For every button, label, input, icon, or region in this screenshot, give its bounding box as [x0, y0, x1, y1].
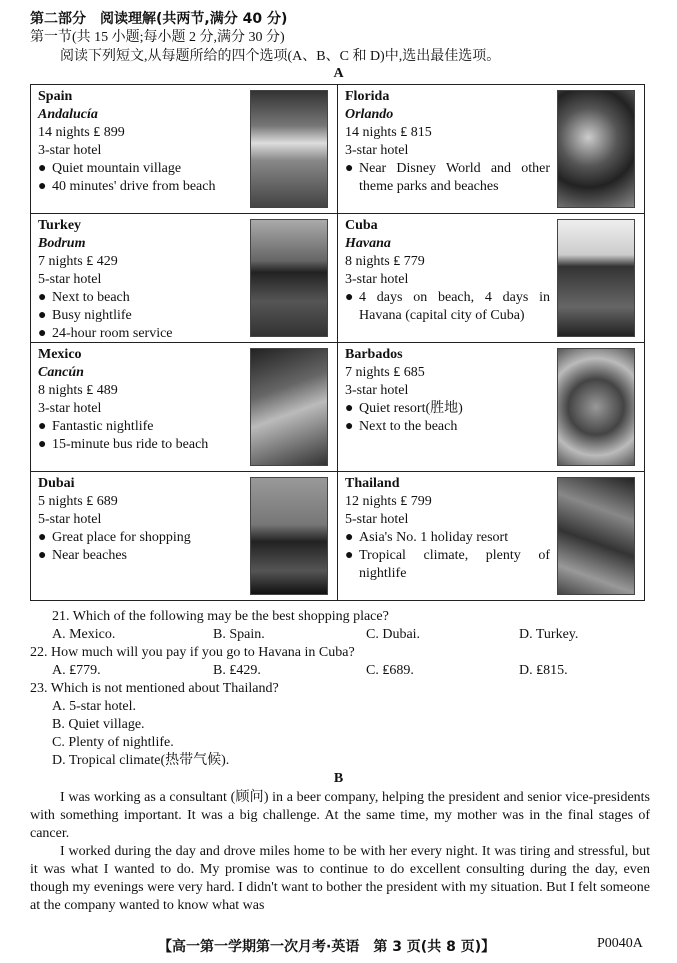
bullet-icon: ●	[38, 179, 47, 194]
question-21-option-b: B. Spain.	[213, 627, 265, 642]
question-22-option-a: A. ₤779.	[52, 663, 101, 678]
question-22-option-d: D. ₤815.	[519, 663, 568, 678]
destination-country: Thailand	[345, 476, 400, 491]
question-23-option-b: B. Quiet village.	[52, 717, 145, 732]
destination-feature: ● Busy nightlife	[38, 308, 132, 323]
destination-hotel: 5-star hotel	[38, 272, 102, 287]
bullet-icon: ●	[345, 290, 354, 305]
destination-feature: ● 4 days on beach, 4 days in Havana (capital city of Cuba)	[345, 290, 550, 323]
bullet-icon: ●	[38, 308, 47, 323]
passage-b-title: B	[333, 771, 344, 786]
subsection-heading: 第一节(共 15 小题;每小题 2 分,满分 30 分)	[30, 30, 285, 45]
destination-price: 12 nights ₤ 799	[345, 494, 432, 509]
destinations-row	[31, 214, 645, 343]
destinations-row	[31, 343, 645, 472]
destination-feature: ● Quiet resort(胜地)	[345, 401, 463, 416]
destination-country: Spain	[38, 89, 73, 104]
destination-city: Cancún	[38, 365, 84, 380]
destination-hotel: 3-star hotel	[38, 143, 102, 158]
photo-thailand	[557, 477, 635, 595]
destination-price: 8 nights ₤ 489	[38, 383, 118, 398]
photo-turkey	[250, 219, 328, 337]
passage-b-paragraph-1: I was working as a consultant (顾问) in a beer company, helping the president and senior vice-presidents with something important. It was a big challenge. At the same time, my mother was in the final stages of cancer.	[30, 790, 650, 841]
destination-city: Bodrum	[38, 236, 86, 251]
question-22-option-b: B. ₤429.	[213, 663, 261, 678]
bullet-icon: ●	[345, 548, 354, 563]
destination-country: Barbados	[345, 347, 403, 362]
destination-hotel: 3-star hotel	[345, 383, 409, 398]
destination-feature: ● Next to beach	[38, 290, 130, 305]
destination-cell-cuba	[338, 214, 645, 343]
destination-price: 8 nights ₤ 779	[345, 254, 425, 269]
destination-cell-spain	[31, 85, 338, 214]
destination-price: 14 nights ₤ 899	[38, 125, 125, 140]
photo-dubai	[250, 477, 328, 595]
photo-florida	[557, 90, 635, 208]
destination-feature: ● Great place for shopping	[38, 530, 191, 545]
question-23-option-c: C. Plenty of nightlife.	[52, 735, 174, 750]
destination-cell-thailand	[338, 472, 645, 601]
question-22-stem: 22. How much will you pay if you go to Havana in Cuba?	[30, 645, 355, 660]
destination-city: Orlando	[345, 107, 394, 122]
question-23-option-a: A. 5-star hotel.	[52, 699, 136, 714]
photo-mexico	[250, 348, 328, 466]
question-23-option-d: D. Tropical climate(热带气候).	[52, 753, 230, 768]
question-21-stem: 21. Which of the following may be the best shopping place?	[52, 609, 389, 624]
destination-hotel: 3-star hotel	[38, 401, 102, 416]
destination-cell-turkey	[31, 214, 338, 343]
destination-feature: ● 24-hour room service	[38, 326, 173, 341]
destination-hotel: 5-star hotel	[38, 512, 102, 527]
question-21-option-c: C. Dubai.	[366, 627, 421, 642]
destinations-row	[31, 472, 645, 601]
destination-feature: ● Tropical climate, plenty of nightlife	[345, 548, 550, 581]
bullet-icon: ●	[38, 161, 47, 176]
destination-city: Havana	[345, 236, 391, 251]
destination-hotel: 3-star hotel	[345, 272, 409, 287]
destination-country: Cuba	[345, 218, 378, 233]
destination-price: 7 nights ₤ 429	[38, 254, 118, 269]
destination-feature: ● Fantastic nightlife	[38, 419, 154, 434]
photo-cuba	[557, 219, 635, 337]
destination-cell-mexico	[31, 343, 338, 472]
passage-a-title: A	[333, 66, 344, 81]
bullet-icon: ●	[38, 437, 47, 452]
passage-b-paragraph-2: I worked during the day and drove miles home to be with her every night. It was tiring and stressful, but it was what I wanted to do. My promise was to continue to do excellent consulting during the day, even though my evenings were very hard. I didn't want to bother the president with my situation. But I felt someone at the company wanted to know what was	[30, 844, 650, 913]
bullet-icon: ●	[345, 401, 354, 416]
photo-barbados	[557, 348, 635, 466]
destination-hotel: 5-star hotel	[345, 512, 409, 527]
destination-price: 14 nights ₤ 815	[345, 125, 432, 140]
destination-feature: ● Near beaches	[38, 548, 128, 563]
bullet-icon: ●	[38, 530, 47, 545]
destinations-table	[30, 84, 645, 601]
destination-feature: ● Near Disney World and other theme parks and beaches	[345, 161, 550, 194]
footer-code: P0040A	[597, 936, 643, 951]
destination-feature: ● Quiet mountain village	[38, 161, 182, 176]
destination-country: Florida	[345, 89, 390, 104]
footer-title: 【高一第一学期第一次月考·英语 第 3 页(共 8 页)】	[158, 939, 496, 955]
question-22-option-c: C. ₤689.	[366, 663, 414, 678]
destination-country: Turkey	[38, 218, 82, 233]
bullet-icon: ●	[345, 530, 354, 545]
destination-feature: ● 40 minutes' drive from beach	[38, 179, 216, 194]
bullet-icon: ●	[38, 548, 47, 563]
destination-cell-florida	[338, 85, 645, 214]
question-21-option-d: D. Turkey.	[519, 627, 579, 642]
question-21-option-a: A. Mexico.	[52, 627, 116, 642]
question-23-stem: 23. Which is not mentioned about Thailand?	[30, 681, 279, 696]
section-heading: 第二部分 阅读理解(共两节,满分 40 分)	[30, 11, 288, 27]
bullet-icon: ●	[38, 419, 47, 434]
destination-city: Andalucía	[38, 107, 98, 122]
instruction-text: 阅读下列短文,从每题所给的四个选项(A、B、C 和 D)中,选出最佳选项。	[60, 49, 501, 64]
destination-feature: ● 15-minute bus ride to beach	[38, 437, 209, 452]
destination-country: Dubai	[38, 476, 75, 491]
destinations-row	[31, 85, 645, 214]
destination-hotel: 3-star hotel	[345, 143, 409, 158]
destination-country: Mexico	[38, 347, 82, 362]
destination-cell-dubai	[31, 472, 338, 601]
photo-spain	[250, 90, 328, 208]
bullet-icon: ●	[345, 419, 354, 434]
bullet-icon: ●	[38, 290, 47, 305]
bullet-icon: ●	[345, 161, 354, 176]
destination-feature: ● Asia's No. 1 holiday resort	[345, 530, 509, 545]
destination-price: 7 nights ₤ 685	[345, 365, 425, 380]
destination-feature: ● Next to the beach	[345, 419, 458, 434]
destination-cell-barbados	[338, 343, 645, 472]
bullet-icon: ●	[38, 326, 47, 341]
destination-price: 5 nights ₤ 689	[38, 494, 118, 509]
